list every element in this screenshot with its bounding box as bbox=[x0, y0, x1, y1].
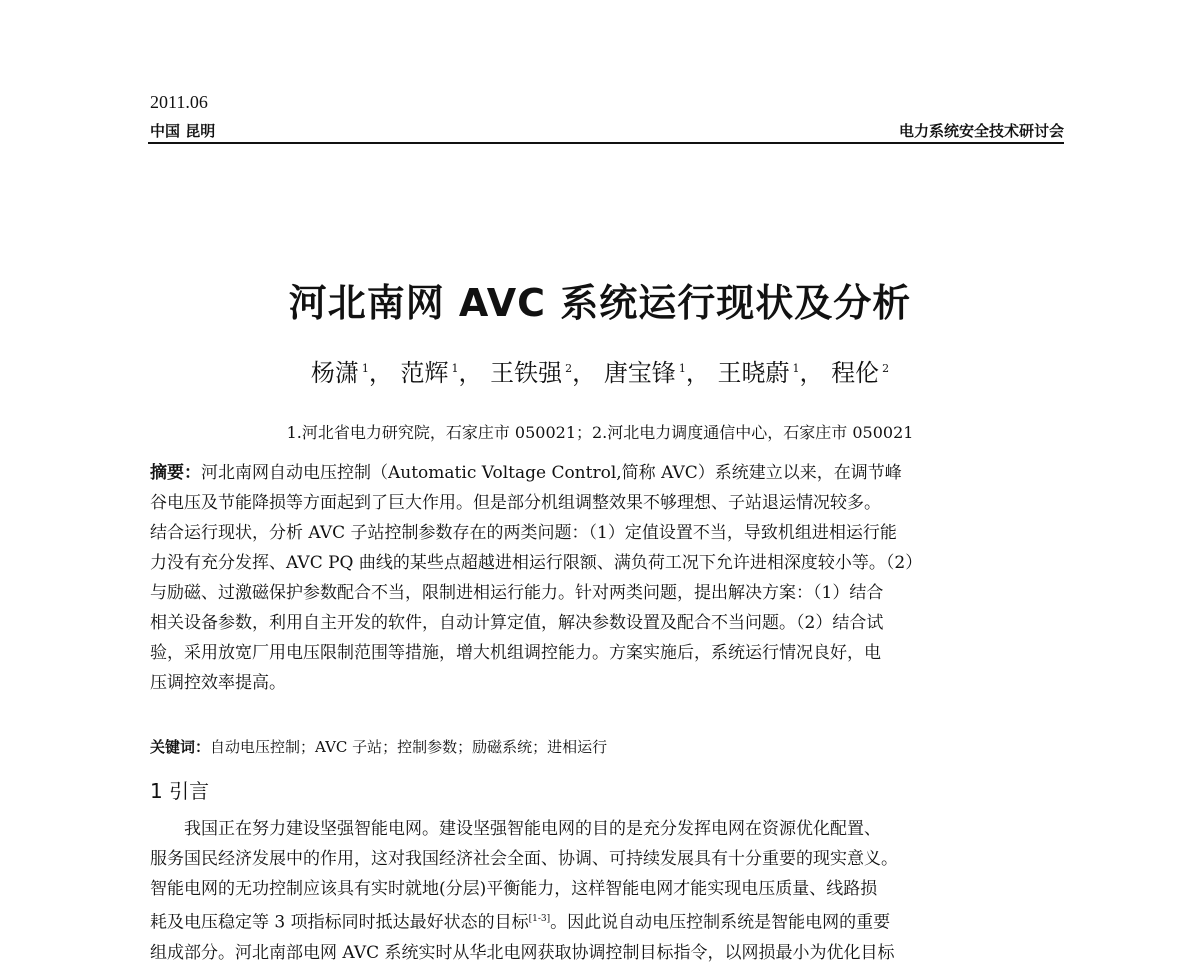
author-name: 杨潇 bbox=[310, 359, 359, 387]
author-separator: ， bbox=[685, 359, 710, 387]
keywords bbox=[150, 736, 607, 757]
header-rule bbox=[148, 142, 1064, 144]
author-affiliation-mark: 1 bbox=[678, 362, 686, 375]
abstract-line: 相关设备参数，利用自主开发的软件，自动计算定值，解决参数设置及配合不当问题。（2）结合试 bbox=[150, 613, 884, 633]
conference-name: 电力系统安全技术研讨会 bbox=[898, 122, 1064, 140]
author-separator: ， bbox=[572, 359, 597, 387]
abstract bbox=[150, 458, 1060, 698]
author-affiliation-mark: 1 bbox=[792, 362, 800, 375]
author-separator: ， bbox=[799, 359, 824, 387]
body-line: 耗及电压稳定等 3 项指标同时抵达最好状态的目标[1-3]。因此说自动电压控制系统是智能电网的重要 bbox=[150, 912, 891, 933]
author-name: 王铁强 bbox=[490, 359, 563, 387]
affiliations: 1.河北省电力研究院，石家庄市 050021；2.河北电力调度通信中心，石家庄市 050021 bbox=[286, 423, 914, 442]
abstract-label: 摘要： bbox=[150, 463, 201, 483]
body-line: 智能电网的无功控制应该具有实时就地(分层)平衡能力，这样智能电网才能实现电压质量、线路损 bbox=[150, 879, 878, 899]
body-line: 我国正在努力建设坚强智能电网。建设坚强智能电网的目的是充分发挥电网在资源优化配置、 bbox=[184, 819, 881, 839]
body-line: 组成部分。河北南部电网 AVC 系统实时从华北电网获取协调控制目标指令，以网损最小为优化目标 bbox=[150, 942, 895, 963]
author-affiliation-mark: 2 bbox=[565, 362, 573, 375]
section-heading: 1 引言 bbox=[150, 779, 210, 803]
paper-title: 河北南网 AVC 系统运行现状及分析 bbox=[288, 281, 912, 325]
abstract-line: 压调控效率提高。 bbox=[150, 673, 286, 693]
abstract-line: 与励磁、过激磁保护参数配合不当，限制进相运行能力。针对两类问题，提出解决方案：（1）结合 bbox=[150, 583, 884, 603]
publication-date: 2011.06 bbox=[150, 92, 208, 112]
body-line: 服务国民经济发展中的作用，这对我国经济社会全面、协调、可持续发展具有十分重要的现实意义。 bbox=[150, 849, 898, 869]
abstract-line: 摘要：河北南网自动电压控制（Automatic Voltage Control,简称 AVC）系统建立以来，在调节峰 bbox=[150, 463, 902, 483]
author-list bbox=[0, 353, 1200, 388]
author-name: 王晓蔚 bbox=[717, 359, 790, 387]
author-separator: ， bbox=[458, 359, 483, 387]
author-affiliation-mark: 1 bbox=[361, 362, 369, 375]
author-name: 唐宝锋 bbox=[603, 359, 676, 387]
introduction-body bbox=[150, 814, 1060, 968]
author-affiliation-mark: 2 bbox=[882, 362, 890, 375]
keywords-text: 自动电压控制；AVC 子站；控制参数；励磁系统；进相运行 bbox=[210, 738, 608, 756]
abstract-line: 结合运行现状，分析 AVC 子站控制参数存在的两类问题：（1）定值设置不当，导致机组进相运行能 bbox=[150, 523, 897, 543]
author-separator: ， bbox=[368, 359, 393, 387]
author-affiliation-mark: 1 bbox=[451, 362, 459, 375]
author-name: 范辉 bbox=[400, 359, 449, 387]
citation-ref: [1-3] bbox=[528, 914, 551, 924]
conference-location: 中国 昆明 bbox=[150, 122, 216, 140]
abstract-line: 谷电压及节能降损等方面起到了巨大作用。但是部分机组调整效果不够理想、子站退运情况较多。 bbox=[150, 493, 881, 513]
abstract-line: 力没有充分发挥、AVC PQ 曲线的某些点超越进相运行限额、满负荷工况下允许进相深度较小等。（2） bbox=[150, 553, 923, 573]
author-name: 程伦 bbox=[831, 359, 880, 387]
keywords-label: 关键词： bbox=[150, 738, 211, 756]
abstract-line: 验，采用放宽厂用电压限制范围等措施，增大机组调控能力。方案实施后，系统运行情况良好，电 bbox=[150, 643, 881, 663]
